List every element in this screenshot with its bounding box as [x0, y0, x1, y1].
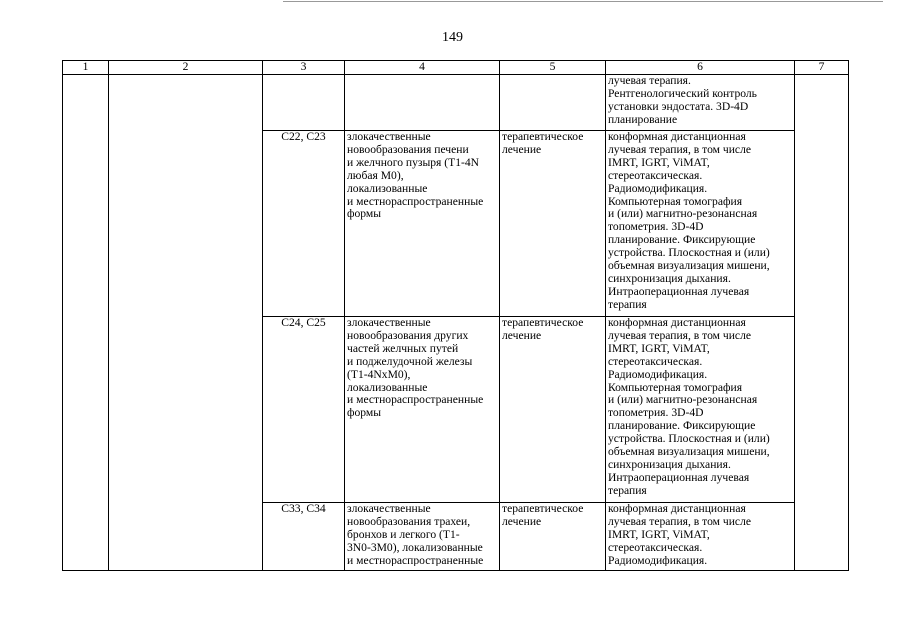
- header-rule: [283, 1, 883, 2]
- treatment-type-cell: [500, 75, 606, 131]
- diagnosis-cell: [345, 75, 500, 131]
- diagnosis-cell: злокачественные новообразования печени и желчного пузыря (T1-4N любая M0), локализованные и местнораспространенные формы: [345, 131, 500, 317]
- column-header: 4: [345, 61, 500, 75]
- column-header: 1: [63, 61, 109, 75]
- col2-cell: [109, 75, 263, 571]
- column-header: 6: [606, 61, 795, 75]
- medical-care-table: [62, 60, 849, 571]
- method-cell: лучевая терапия. Рентгенологический контроль установки эндостата. 3D-4D планирование: [606, 75, 795, 131]
- icd-code-cell: C22, C23: [263, 131, 345, 317]
- treatment-type-cell: терапевтическое лечение: [500, 503, 606, 571]
- column-header: 5: [500, 61, 606, 75]
- treatment-type-cell: терапевтическое лечение: [500, 317, 606, 503]
- column-header: 2: [109, 61, 263, 75]
- table-row: [63, 75, 849, 131]
- column-header: 7: [795, 61, 849, 75]
- method-cell: конформная дистанционная лучевая терапия, в том числе IMRT, IGRT, ViMAT, стереотаксическая. Радиомодификация. Компьютерная томография и (или) магнитно-резонансная топометрия. 3D-4D планирование. Фиксирующие устройства. Плоскостная и (или) объемная визуализация мишени, синхронизация дыхания. Интраоперационная лучевая терапия: [606, 131, 795, 317]
- col7-cell: [795, 75, 849, 571]
- method-cell: конформная дистанционная лучевая терапия, в том числе IMRT, IGRT, ViMAT, стереотаксическая. Радиомодификация.: [606, 503, 795, 571]
- col1-cell: [63, 75, 109, 571]
- icd-code-cell: C24, C25: [263, 317, 345, 503]
- treatment-type-cell: терапевтическое лечение: [500, 131, 606, 317]
- column-number-row: [63, 61, 849, 75]
- diagnosis-cell: злокачественные новообразования трахеи, бронхов и легкого (T1- 3N0-3M0), локализованные и местнораспространенные: [345, 503, 500, 571]
- icd-code-cell: [263, 75, 345, 131]
- diagnosis-cell: злокачественные новообразования других частей желчных путей и поджелудочной железы (T1-4NxM0), локализованные и местнораспространенные формы: [345, 317, 500, 503]
- column-header: 3: [263, 61, 345, 75]
- page-number: 149: [442, 30, 463, 45]
- method-cell: конформная дистанционная лучевая терапия, в том числе IMRT, IGRT, ViMAT, стереотаксическая. Радиомодификация. Компьютерная томография и (или) магнитно-резонансная топометрия. 3D-4D планирование. Фиксирующие устройства. Плоскостная и (или) объемная визуализация мишени, синхронизация дыхания. Интраоперационная лучевая терапия: [606, 317, 795, 503]
- icd-code-cell: C33, C34: [263, 503, 345, 571]
